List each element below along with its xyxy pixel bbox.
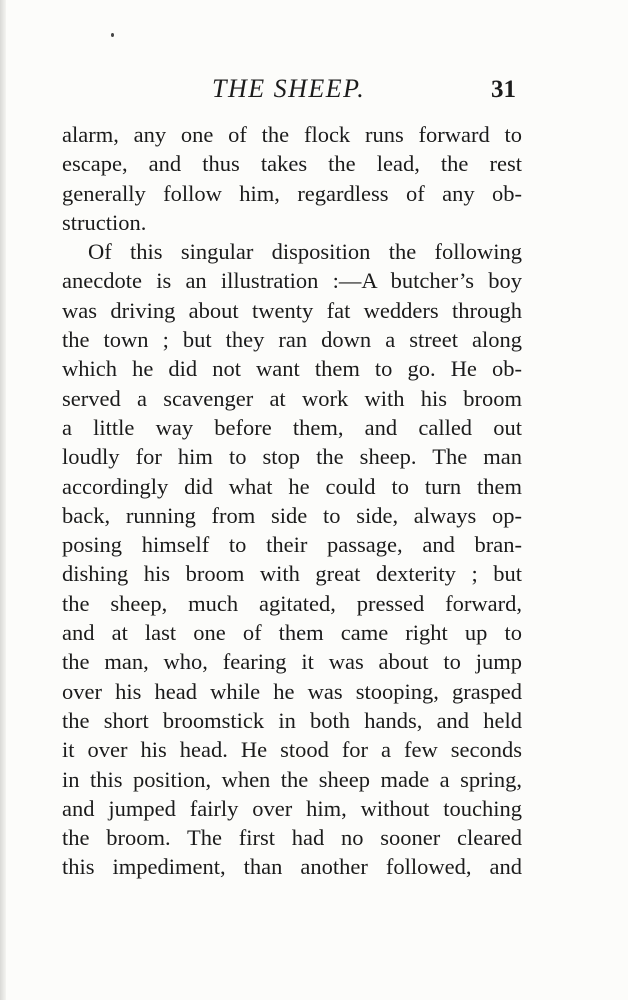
text-line: in this position, when the sheep made a spring, [62, 766, 522, 792]
text-line: accordingly did what he could to turn them [62, 473, 522, 499]
running-title: THE SHEEP. [212, 74, 366, 103]
page-edge [0, 0, 6, 1000]
text-line: and jumped fairly over him, without touching [62, 795, 522, 821]
text-line: over his head while he was stooping, grasped [62, 678, 522, 704]
page-header [62, 74, 522, 106]
text-line: it over his head. He stood for a few seconds [62, 737, 522, 763]
text-line: anecdote is an illustration :—A butcher’s boy [62, 268, 522, 294]
text-line: a little way before them, and called out [62, 414, 522, 440]
text-line: the sheep, much agitated, pressed forward, [62, 590, 522, 616]
text-line: dishing his broom with great dexterity ; but [62, 561, 522, 587]
text-line: struction. [62, 209, 147, 235]
text-line: served a scavenger at work with his broom [62, 385, 522, 411]
text-line: the short broomstick in both hands, and held [62, 707, 522, 733]
text-line: the broom. The first had no sooner cleared [62, 825, 522, 851]
print-speck [111, 33, 114, 37]
text-line: escape, and thus takes the lead, the rest [62, 151, 522, 177]
text-line: the man, who, fearing it was about to jump [62, 649, 522, 675]
body-text [62, 120, 522, 882]
text-line: this impediment, than another followed, and [62, 854, 522, 880]
text-line: the town ; but they ran down a street along [62, 327, 522, 353]
page-number: 31 [491, 76, 516, 103]
text-line: and at last one of them came right up to [62, 620, 522, 646]
text-line: loudly for him to stop the sheep. The man [62, 444, 522, 470]
text-line: generally follow him, regardless of any ob- [62, 180, 522, 206]
text-line: which he did not want them to go. He ob- [62, 356, 522, 382]
text-line: was driving about twenty fat wedders through [62, 297, 522, 323]
text-line: alarm, any one of the flock runs forward to [62, 122, 522, 147]
text-line: posing himself to their passage, and bran- [62, 532, 522, 558]
text-line: Of this singular disposition the following [88, 239, 522, 265]
text-line: back, running from side to side, always op- [62, 502, 522, 528]
